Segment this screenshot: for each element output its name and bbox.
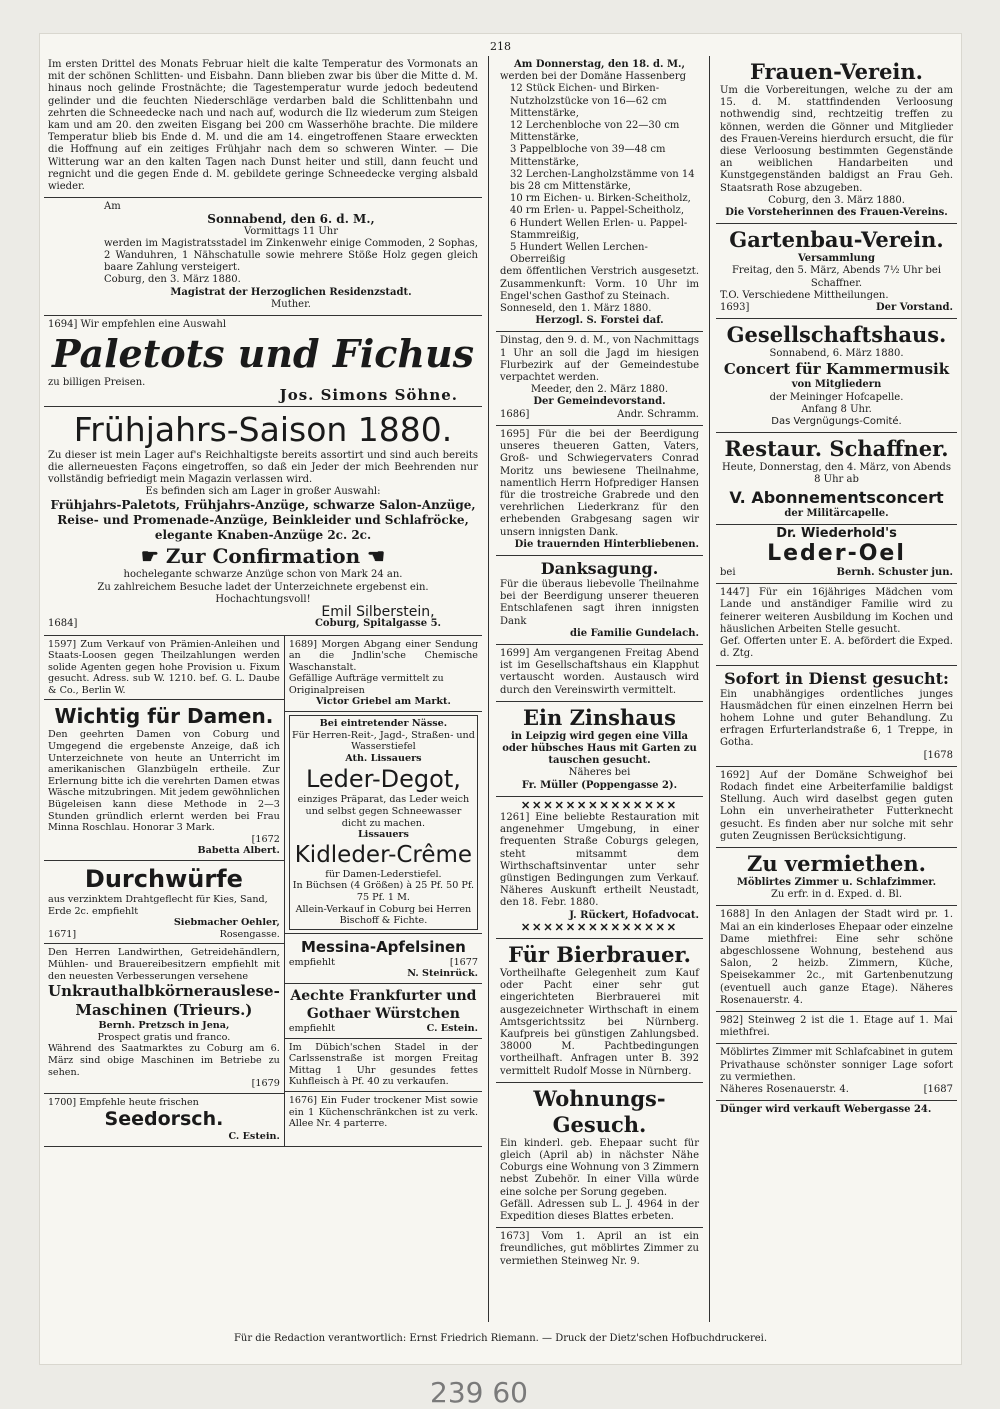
leder-head: Bei eintretender Nässe.	[319, 718, 448, 730]
vermiethen-title: Zu vermiethen.	[746, 850, 926, 876]
schaffner-concert: V. Abonnementsconcert	[729, 487, 944, 507]
moebl-number: [1687	[923, 1083, 953, 1095]
silberstein-respect: Hochachtungsvoll!	[215, 593, 311, 605]
column-rule	[488, 56, 489, 1322]
zinshaus-more: Näheres bei	[568, 767, 631, 779]
leder-firm2: Lissauers	[357, 829, 409, 841]
durchwurfe-number: 1671]	[48, 928, 77, 940]
leder-ad	[289, 715, 478, 930]
mist-text: 1676] Ein Fuder trockener Mist sowie ein 1 Küchenschränkchen ist zu verk. Allee Nr. 4 parterre.	[288, 1094, 478, 1130]
auction-text: werden im Magistratsstadel im Zinkenwehr einige Commoden, 2 Sophas, 2 Wanduhren, 1 Nähschatulle sowie mehrere Stöße Holz gegen gleich baare Zahlung versteigert.	[104, 237, 478, 274]
vermiethen-text: Möblirtes Zimmer u. Schlafzimmer.	[736, 876, 937, 888]
wohnung-text: Ein kinderl. geb. Ehepaar sucht für gleich (April ab) in nächster Nähe Coburgs eine Wohnung von 3 Zimmern nebst Zubehör. In einer Villa würde eine solche per Sorung gegeben.	[500, 1137, 699, 1198]
jagd-text: Dinstag, den 9. d. M., von Nachmittags 1 Uhr an soll die Jagd im hiesigen Flurbezirk auf der Gemeindestube verpachtet werden.	[500, 335, 699, 384]
imprint-footer: Für die Redaction verantwortlich: Ernst Friedrich Riemann. — Druck der Dietz'schen Hofbuchdruckerei.	[233, 1333, 768, 1344]
hand-pointer-icon: ☚	[360, 544, 386, 569]
klapphut-text: 1699] Am vergangenen Freitag Abend ist im Gesellschaftshaus ein Klapphut vertauscht worden. Austausch wird durch den Vereinswirth vermittelt.	[500, 647, 699, 696]
weather-report	[44, 56, 482, 198]
pretzsch-intro: Den Herren Landwirthen, Getreidehändlern, Mühlen- und Brauereibesitzern empfiehlt mit den neuesten Verbesserungen versehene	[48, 947, 280, 982]
auction-notice	[44, 198, 482, 316]
pretzsch-title: Unkrauthalbkörnerauslese-Maschinen (Trieurs.)	[48, 982, 280, 1020]
sofort-ad	[716, 666, 957, 767]
restauration-name: J. Rückert, Hofadvocat.	[569, 909, 699, 921]
bierbrauer-text: Vortheilhafte Gelegenheit zum Kauf oder Pacht einer sehr gut eingerichteten Bierbrauerei mit ausgezeichneter Wirthschaft in einem Amtsgerichtssitz bei Nürnberg. Kaufpreis bei günstigen Zahlungsbed. 38000 M. Pachtbedingungen vortheilhaft. Anfragen unter B. 392 vermittelt Rudolf Mosse in Nürnberg.	[500, 968, 699, 1077]
newspaper-page	[40, 34, 961, 1364]
domaene-place: Sonneseld, den 1. März 1880.	[500, 303, 652, 315]
cross-border-top: ✕✕✕✕✕✕✕✕✕✕✕✕✕✕	[520, 798, 679, 812]
wiederhold-ad	[716, 525, 957, 584]
wiederhold-product: Leder-Oel	[767, 541, 906, 567]
wiederhold-name: Bernh. Schuster jun.	[836, 567, 953, 579]
domaene-items	[500, 83, 699, 266]
domaene-intro: werden bei der Domäne Hassenberg	[500, 71, 686, 83]
danksagung-name: die Familie Gundelach.	[569, 627, 699, 639]
danksagung-notice	[496, 556, 703, 645]
damen-title: Wichtig für Damen.	[54, 704, 274, 729]
auction-signature: Magistrat der Herzoglichen Residenzstadt.	[170, 286, 412, 298]
domaene-signature: Herzogl. S. Forstei daf.	[535, 315, 664, 327]
leder-sell: Allein-Verkauf in Coburg bei Herren Bischoff & Fichte.	[295, 903, 472, 927]
wohnung-more: Gefäll. Adressen sub L. J. 4964 in der Expedition dieses Blattes erbeten.	[500, 1198, 699, 1223]
damen-text: Den geehrten Damen von Coburg und Umgegend die ergebenste Anzeige, daß ich Unterzeichnete von heute an Unterricht im amerikanischen Glanzbügeln ertheile. Zur Erlernung bitte ich die verehrten Damen etwas Wäsche mitzubringen. Mit jedem gewöhnlichen Bügeleisen kann diese Methode in 2—3 Stunden gründlich erlernt werden bei Frau Minna Roschlau. Honorar 3 Mark.	[48, 729, 280, 834]
steinweg-text: 1673] Vom 1. April an ist ein freundliches, gut möblirtes Zimmer zu vermiethen Steinweg Nr. 9.	[500, 1231, 699, 1267]
column-right	[716, 56, 957, 1322]
auction-name: Muther.	[271, 298, 311, 310]
danksagung-title: Danksagung.	[540, 558, 659, 578]
pretzsch-number: [1679	[251, 1078, 280, 1090]
zinshaus-text: in Leipzig wird gegen eine Villa oder hübsches Haus mit Garten zu tauschen gesucht.	[502, 730, 697, 767]
auction-time: Vormittags 11 Uhr	[243, 225, 339, 237]
gesellschaftshaus-start: Anfang 8 Uhr.	[801, 403, 872, 415]
moritz-signature: Die trauernden Hinterbliebenen.	[514, 538, 699, 550]
klapphut-notice	[496, 645, 703, 702]
anlagen-text: 1688] In den Anlagen der Stadt wird pr. 1. Mai an ein kinderloses Ehepaar oder einzelne Dame miethfrei: Eine sehr schöne abgeschlossene Wohnung, bestehend aus Salon, 2 heizb. Zimmern, Küche, Speisekammer 2c., mit Gartenbenutzung (eventuell auch ganze Etage). Näheres Rosenauerstr. 4.	[720, 909, 953, 1006]
simon-number: 1694]	[48, 319, 78, 331]
duenger-text: Dünger wird verkauft Webergasse 24.	[720, 1104, 932, 1116]
wohnung-ad	[496, 1083, 703, 1228]
messina-number: [1677	[449, 956, 478, 968]
pretzsch-text: Während des Saatmarktes zu Coburg am 6. März sind obige Maschinen im Betriebe zu sehen.	[48, 1043, 280, 1078]
left-subcolumn-a	[44, 636, 284, 1146]
seedorsch-intro: 1700] Empfehle heute frischen	[48, 1096, 199, 1108]
bierbrauer-ad	[496, 939, 703, 1083]
maedchen-text: 1447] Für ein 16jähriges Mädchen vom Lande und anständiger Familie wird zu feinerer weiteren Ausbildung im Kochen und häuslichen Arbeiten Stelle gesucht.	[720, 587, 953, 635]
domaene-text: dem öffentlichen Verstrich ausgesetzt. Zusammenkunft: Vorm. 10 Uhr im Engel'schen Gasthof zu Steinach.	[500, 266, 699, 302]
silberstein-title: Frühjahrs-Saison 1880.	[73, 409, 453, 449]
gartenbau-number: 1693]	[720, 302, 750, 314]
leder-desc: einziges Präparat, das Leder weich und selbst gegen Schneewasser dicht zu machen.	[297, 794, 470, 829]
schaffner-title: Restaur. Schaffner.	[724, 436, 949, 462]
schaffner-ad	[716, 433, 957, 525]
julin-text: 1689] Morgen Abgang einer Sendung an die Jndlin'sche Chemische Waschanstalt.	[288, 638, 478, 673]
silberstein-stock: Es befinden sich am Lager in großer Auswahl:	[145, 486, 381, 498]
silberstein-visit: Zu zahlreichem Besuche ladet der Unterzeichnete ergebenst ein.	[97, 581, 429, 593]
wiederhold-at: bei	[720, 567, 736, 579]
column-rule	[709, 56, 710, 1322]
column-left	[44, 56, 482, 1322]
jagd-place: Meeder, den 2. März 1880.	[530, 384, 669, 396]
domaene-item: 12 Stück Eichen- und Birken-Nutzholzstücke von 16—62 cm Mittenstärke,	[510, 83, 667, 119]
domaene-item: 3 Pappelbloche von 39—48 cm Mittenstärke,	[510, 144, 666, 168]
silberstein-items: Frühjahrs-Paletots, Frühjahrs-Anzüge, schwarze Salon-Anzüge, Reise- und Promenade-Anzüge, Beinkleider und Schlafröcke, elegante Knaben-Anzüge 2c. 2c.	[50, 498, 476, 543]
moritz-notice	[496, 426, 703, 556]
wurst-title: Aechte Frankfurter und Gothaer Würstchen	[290, 987, 477, 1022]
wurst-name: C. Estein.	[426, 1022, 478, 1034]
restauration-ad	[496, 797, 703, 939]
leder-for: für Damen-Lederstiefel.	[325, 868, 442, 880]
moebl-text: Möblirtes Zimmer mit Schlafcabinet in gutem Privathause schönster sonniger Lage sofort zu vermiethen.	[720, 1047, 953, 1083]
sofort-title: Sofort in Dienst gesucht:	[724, 668, 949, 688]
julin-name: Victor Griebel am Markt.	[316, 696, 451, 708]
handwritten-note: 239 60	[430, 1376, 528, 1409]
leder-firm: Ath. Lissauers	[345, 752, 422, 764]
wiederhold-title: Dr. Wiederhold's	[776, 525, 897, 541]
arbeiter-ad	[716, 767, 957, 848]
left-subcolumns	[44, 636, 482, 1147]
sofort-text: Ein unabhängiges ordentliches junges Hausmädchen für einen einzelnen Herrn bei hohem Lohne und guter Behandlung. Zu erfragen Erfurterlandstraße 6, 1 Treppe, in Gotha.	[720, 688, 953, 749]
silberstein-name: Emil Silberstein,	[321, 604, 435, 621]
gartenbau-agenda: T.O. Verschiedene Mittheilungen.	[720, 289, 889, 301]
bierbrauer-title: Für Bierbrauer.	[508, 942, 691, 967]
moebl-ad	[716, 1044, 957, 1101]
seedorsch-title: Seedorsch.	[104, 1108, 224, 1131]
durchwurfe-maker: Siebmacher Oehler,	[173, 917, 280, 929]
gartenbau-meeting: Versammlung	[797, 253, 876, 265]
cross-border-bottom: ✕✕✕✕✕✕✕✕✕✕✕✕✕✕	[520, 920, 679, 934]
jagd-number: 1686]	[500, 408, 530, 420]
leder-text: Für Herren-Reit-, Jagd-, Straßen- und Wasserstiefel	[291, 729, 475, 753]
page-number: 218	[490, 40, 511, 53]
frauen-place: Coburg, den 3. März 1880.	[768, 194, 905, 206]
domaene-item: 40 rm Erlen- u. Pappel-Scheitholz,	[510, 205, 685, 217]
silberstein-ad	[44, 407, 482, 636]
gesellschaftshaus-date: Sonnabend, 6. März 1880.	[769, 348, 904, 360]
gesellschaftshaus-title: Gesellschaftshaus.	[726, 322, 947, 348]
gesellschaftshaus-band: der Meininger Hofcapelle.	[769, 391, 904, 403]
daube-text: 1597] Zum Verkauf von Prämien-Anleihen und Staats-Loosen gegen Theilzahlungen werden solide Agenten gegen hohe Provision u. Fixum gesucht. Adress. sub W. 1210. bef. G. L. Daube & Co., Berlin W.	[48, 638, 280, 696]
gartenbau-title: Gartenbau-Verein.	[729, 227, 944, 253]
messina-text: empfiehlt	[288, 956, 335, 968]
gesellschaftshaus-by: von Mitgliedern	[791, 379, 882, 391]
maedchen-more: Gef. Offerten unter E. A. befördert die Exped. d. Ztg.	[720, 636, 953, 660]
etage-text: 982] Steinweg 2 ist die 1. Etage auf 1. Mai miethfrei.	[720, 1014, 953, 1039]
simon-firm: Jos. Simons Söhne.	[279, 386, 458, 405]
duenger-ad	[716, 1101, 957, 1120]
silberstein-text: Zu dieser ist mein Lager auf's Reichhaltigste bereits assortirt und sind auch bereits die allerneuesten Façons eingetroffen, so daß ein Jeder der mich Beehrenden nur vollständig befriedigt mein Magazin verlassen wird.	[48, 449, 478, 486]
silberstein-number: 1684]	[48, 618, 78, 630]
gesellschaftshaus-signature: Das Vergnügungs-Comité.	[771, 416, 902, 428]
sofort-number: [1678	[923, 749, 953, 761]
pretzsch-firm: Bernh. Pretzsch in Jena,	[98, 1020, 230, 1032]
restauration-text: 1261] Eine beliebte Restauration mit angenehmer Umgebung, in einer frequenten Straße Coburgs gelegen, steht mitsammt dem Wirthschaftsinventar unter sehr günstigen Bedingungen zum Verkauf. Näheres Auskunft ertheilt Neustadt, den 18. Febr. 1880.	[500, 811, 699, 909]
schaffner-text: Heute, Donnerstag, den 4. März, von Abends 8 Uhr ab	[722, 462, 951, 486]
simon-title: Paletots und Fichus	[51, 331, 475, 377]
schaffner-band: der Militärcapelle.	[784, 507, 889, 519]
frauen-title: Frauen-Verein.	[749, 59, 923, 84]
leder-title: Leder-Degot,	[305, 765, 461, 794]
moritz-text: 1695] Für die bei der Beerdigung unseres theueren Gatten, Vaters, Groß- und Schwiegervaters Conrad Moritz uns bewiesene Theilnahme, namentlich Herrn Hofprediger Hansen für die trostreiche Grabrede und den verehrlichen Liederkranz für den erhebenden Grabgesang sagen wir unsern innigsten Dank.	[500, 428, 699, 538]
silberstein-address: Coburg, Spitalgasse 5.	[314, 618, 442, 630]
domaene-notice	[496, 56, 703, 332]
messina-title: Messina-Apfelsinen	[300, 937, 466, 956]
damen-name: Babetta Albert.	[197, 845, 280, 857]
danksagung-text: Für die überaus liebevolle Theilnahme bei der Beerdigung unserer theueren Entschlafenen sagt ihren innigsten Dank	[500, 578, 699, 627]
zinshaus-ad	[496, 702, 703, 797]
frauen-signature: Die Vorsteherinnen des Frauen-Vereins.	[725, 207, 948, 219]
domaene-item: 5 Hundert Wellen Lerchen-Oberreißig	[510, 242, 648, 266]
simon-ad	[44, 316, 482, 407]
simon-intro: Wir empfehlen eine Auswahl	[80, 319, 227, 331]
gartenbau-verein	[716, 224, 957, 319]
wurst-text: empfiehlt	[288, 1022, 335, 1034]
arbeiter-text: 1692] Auf der Domäne Schweighof bei Rodach findet eine Arbeiterfamilie baldigst Stellung. Auch wird daselbst gegen guten Lohn ein unverheiratheter Futterknecht gesucht. Es finden aber nur solche mit sehr guten Zeugnissen Berücksichtigung.	[720, 769, 953, 842]
jagd-signature: Der Gemeindevorstand.	[533, 396, 666, 408]
gartenbau-signature: Der Vorstand.	[875, 302, 953, 314]
anlagen-ad	[716, 906, 957, 1012]
frauen-verein	[716, 56, 957, 224]
frauen-text: Um die Vorbereitungen, welche zu der am 15. d. M. stattfindenden Verloosung nothwendig sind, rechtzeitig treffen zu können, werden die Gönner und Mitglieder des Frauen-Vereins hierdurch ersucht, die für diese Verloosung bestimmten Gegenstände an weiblichen Handarbeiten und Kunstgegenständen baldigst an Frau Geh. Staatsrath Rose abzugeben.	[720, 85, 953, 194]
weather-text: Im ersten Drittel des Monats Februar hielt die kalte Temperatur des Vormonats an mit der schönen Schlitten- und Eisbahn. Dann blieben zwar bis über die Mitte d. M. hinaus noch gelinde Frostnächte; die Tagestemperatur wurde jedoch bedeutend gelinder und die feuchten Niederschläge verdarben bald die Schlittenbahn und zehrten die Schneedecke nach und nach auf, wodurch die Ilz wiederum zum Steigen kam und am 20. den zweiten Eisgang bei 200 cm Wasserhöhe brachte. Die mildere Temperatur blieb bis Ende d. M. und die am 14. eingetroffenen Staare erweckten die Hoffnung auf ein zeitiges Frühjahr nach dem so schweren Winter. — Die Witterung war an den kalten Tagen nach Dunst heiter und still, dann feucht und regnicht und die gegen Ende d. M. gebildete geringe Schneedecke verging alsbald wieder.	[48, 59, 478, 193]
leder-price: In Büchsen (4 Größen) à 25 Pf. 50 Pf. 75 Pf. 1 M.	[292, 880, 475, 903]
column-middle	[496, 56, 703, 1322]
zinshaus-title: Ein Zinshaus	[523, 704, 676, 730]
messina-name: N. Steinrück.	[407, 968, 478, 980]
pretzsch-prospect: Prospect gratis und franco.	[97, 1031, 231, 1043]
steinweg-ad	[496, 1228, 703, 1272]
vermiethen-more: Zu erfr. in d. Exped. d. Bl.	[770, 889, 903, 901]
jagd-notice	[496, 332, 703, 425]
auction-am: Am	[104, 201, 121, 213]
vermiethen-ad	[716, 848, 957, 906]
left-subcolumn-b	[284, 636, 482, 1146]
etage-ad	[716, 1012, 957, 1044]
durchwurfe-text: aus verzinktem Drahtgeflecht für Kies, Sand, Erde 2c. empfiehlt	[48, 894, 268, 917]
gesellschaftshaus-ad	[716, 319, 957, 433]
silberstein-conf-text: hochelegante schwarze Anzüge schon von Mark 24 an.	[123, 569, 403, 581]
leder-title2: Kidleder-Crême	[294, 841, 473, 868]
silberstein-confirmation: ☛ Zur Confirmation ☚	[140, 544, 386, 569]
seedorsch-name: C. Estein.	[228, 1131, 280, 1143]
durchwurfe-title: Durchwürfe	[84, 865, 243, 893]
domaene-date: Am Donnerstag, den 18. d. M.,	[514, 59, 685, 70]
damen-number: [1672	[251, 833, 280, 845]
zinshaus-name: Fr. Müller (Poppengasse 2).	[521, 779, 678, 791]
gesellschaftshaus-concert: Concert für Kammermusik	[723, 360, 950, 379]
wohnung-title: Wohnungs-Gesuch.	[533, 1085, 666, 1137]
domaene-item: 32 Lerchen-Langholzstämme von 14 bis 28 cm Mittenstärke,	[510, 168, 695, 193]
simon-sub: zu billigen Preisen.	[48, 377, 146, 389]
auction-place: Coburg, den 3. März 1880.	[104, 274, 241, 286]
domaene-item: 12 Lerchenbloche von 22—30 cm Mittenstärke,	[510, 120, 680, 144]
julin-more: Gefällige Aufträge vermittelt zu Originalpreisen	[288, 673, 444, 696]
durchwurfe-address: Rosengasse.	[219, 928, 280, 940]
stadel-text: Im Dübich'schen Stadel in der Carlssenstraße ist morgen Freitag Mittag 1 Uhr gesundes fettes Kuhfleisch à Pf. 40 zu verkaufen.	[288, 1041, 478, 1088]
auction-date: Sonnabend, den 6. d. M.,	[207, 212, 375, 227]
gartenbau-text: Freitag, den 5. März, Abends 7½ Uhr bei Schaffner.	[731, 265, 942, 289]
domaene-item: 10 rm Eichen- u. Birken-Scheitholz,	[510, 193, 691, 205]
domaene-item: 6 Hundert Wellen Erlen- u. Pappel-Stammreißig,	[510, 217, 688, 241]
maedchen-ad	[716, 584, 957, 665]
jagd-name: Andr. Schramm.	[617, 408, 699, 420]
hand-pointer-icon: ☛	[140, 544, 166, 569]
moebl-more: Näheres Rosenauerstr. 4.	[720, 1083, 849, 1095]
